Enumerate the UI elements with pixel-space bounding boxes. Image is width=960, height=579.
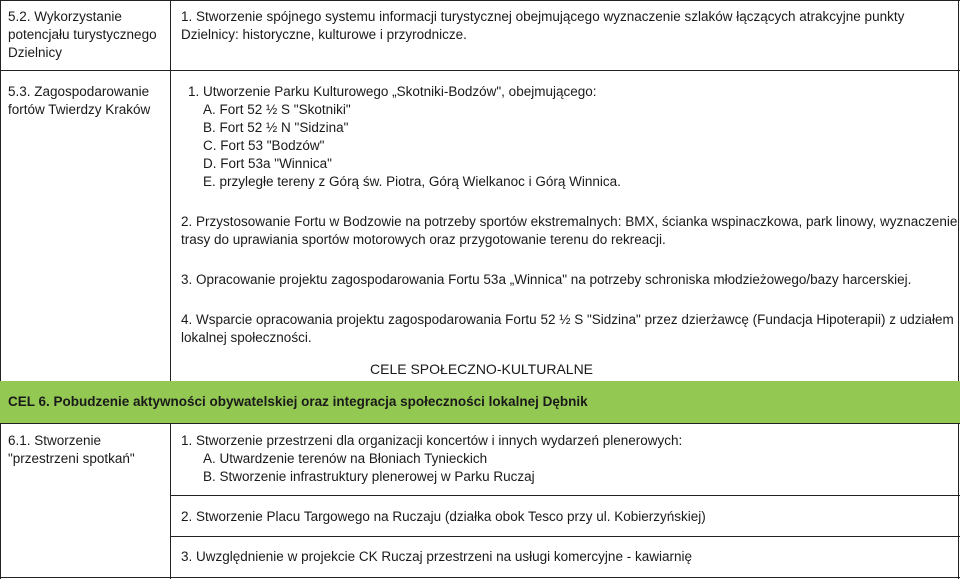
column-divider-lower (170, 423, 171, 579)
section-5-3-item3: 3. Opracowanie projektu zagospodarowania Fortu 53a „Winnica" na potrzeby schroniska młodzieżowego/bazy harcerskiej. (181, 272, 912, 287)
section-5-3-item2-line-2: trasy do uprawiania sportów motorowych oraz przygotowanie terenu do rekreacji. (181, 232, 666, 247)
subgoal-item2: 2. Stworzenie Placu Targowego na Ruczaju (działka obok Tesco przy ul. Kobierzyńskiej) (181, 509, 706, 524)
goal-label: CEL 6. Pobudzenie aktywności obywatelskiej oraz integracja społeczności lokalnej Dębnik (8, 394, 588, 409)
section-5-3-item1-list-d: D. Fort 53a "Winnica" (203, 156, 332, 171)
table-border-left (0, 0, 1, 579)
subgoal-label-line-2: "przestrzeni spotkań" (8, 451, 135, 466)
subgoal-item1-title: 1. Stworzenie przestrzeni dla organizacji koncertów i innych wydarzeń plenerowych: (181, 433, 683, 448)
section-heading: CELE SPOŁECZNO-KULTURALNE (370, 361, 594, 377)
section-5-3-item1-list-b: B. Fort 52 ½ N "Sidzina" (203, 120, 349, 135)
row-divider-1 (0, 70, 960, 71)
section-5-3-item4-line-1: 4. Wsparcie opracowania projektu zagospodarowania Fortu 52 ½ S "Sidzina" przez dzierżawcę (Fundacja Hipoterapii) z udziałem (181, 312, 954, 327)
table-border-right (958, 0, 959, 579)
section-5-3-item2-line-1: 2. Przystosowanie Fortu w Bodzowie na potrzeby sportów ekstremalnych: BMX, ścianka wspinaczkowa, park linowy, wyznaczenie (181, 214, 958, 229)
section-5-2-content-line-1: 1. Stworzenie spójnego systemu informacji turystycznej obejmującego wyznaczenie szlaków łączących atrakcyjne punkty (181, 9, 905, 24)
section-5-2-label-line-1: 5.2. Wykorzystanie (8, 9, 122, 24)
section-5-2-label-line-2: potencjału turystycznego (8, 27, 157, 42)
row-divider-green-bottom (0, 423, 960, 424)
section-5-3-label-line-2: fortów Twierdzy Kraków (8, 102, 151, 117)
row-divider-sub-1 (170, 495, 960, 496)
column-divider-upper (170, 0, 171, 381)
section-5-3-item4-line-2: lokalnej społeczności. (181, 330, 312, 345)
subgoal-item3: 3. Uwzględnienie w projekcie CK Ruczaj przestrzeni na usługi komercyjne - kawiarnię (181, 549, 692, 564)
section-5-2-content-line-2: Dzielnicy: historyczne, kulturowe i przyrodnicze. (181, 27, 467, 42)
section-5-3-item1-list-c: C. Fort 53 "Bodzów" (203, 138, 325, 153)
section-5-3-label-line-1: 5.3. Zagospodarowanie (8, 84, 150, 99)
section-5-2-label-line-3: Dzielnicy (8, 45, 63, 60)
subgoal-item1-list-b: B. Stworzenie infrastruktury plenerowej w Parku Ruczaj (203, 469, 535, 484)
section-5-3-item1-list-e: E. przyległe tereny z Górą św. Piotra, Górą Wielkanoc i Górą Winnica. (203, 174, 621, 189)
section-5-3-item1-title: 1. Utworzenie Parku Kulturowego „Skotniki-Bodzów", obejmującego: (188, 84, 597, 99)
table-border-bottom (0, 577, 960, 578)
section-5-3-item1-list-a: A. Fort 52 ½ S "Skotniki" (203, 102, 351, 117)
subgoal-item1-list-a: A. Utwardzenie terenów na Błoniach Tynieckich (203, 451, 488, 466)
table-border-top (0, 0, 960, 1)
subgoal-label-line-1: 6.1. Stworzenie (8, 433, 102, 448)
row-divider-sub-2 (170, 536, 960, 537)
